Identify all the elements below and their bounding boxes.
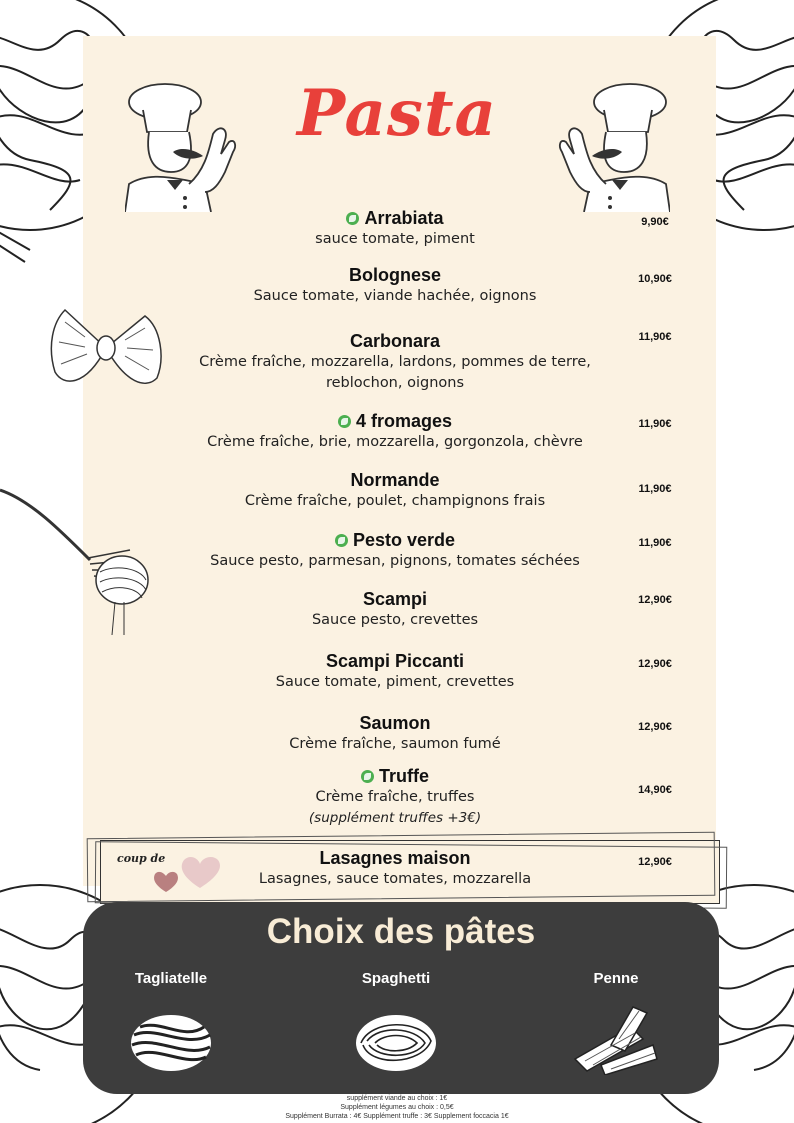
- menu-item-bolognese: [170, 264, 620, 307]
- fork-spaghetti-icon: [0, 480, 162, 640]
- item-price: 11,90€: [638, 418, 672, 430]
- item-name: Lasagnes maison: [319, 848, 471, 868]
- penne-icon: [571, 1005, 661, 1075]
- item-name: 4 fromages: [170, 410, 620, 432]
- item-price: 12,90€: [638, 721, 672, 733]
- item-price: 11,90€: [638, 483, 672, 495]
- menu-item-truffe: [170, 765, 620, 829]
- spaghetti-icon: [351, 1005, 441, 1075]
- item-price: 14,90€: [638, 784, 672, 796]
- footnote-line: supplément viande au choix : 1€: [346, 1095, 448, 1102]
- item-price: 10,90€: [638, 273, 672, 285]
- chef-illustration-right: [545, 80, 670, 216]
- item-description: Sauce tomate, piment, crevettes: [275, 674, 515, 690]
- pasta-type-spaghetti: [316, 970, 476, 1075]
- menu-item-arrabiata: [170, 207, 620, 250]
- pasta-type-penne: [536, 970, 696, 1075]
- coup-de-coeur-label: coup de: [117, 852, 166, 865]
- item-description: Sauce pesto, parmesan, pignons, tomates séchées: [210, 553, 580, 569]
- item-description: Crème fraîche, truffes: [315, 789, 475, 805]
- item-description: Lasagnes, sauce tomates, mozzarella: [258, 871, 532, 887]
- item-name: Pesto verde: [170, 529, 620, 551]
- chef-illustration-left: [125, 80, 250, 216]
- footnote-line: Supplément Burrata : 4€ Supplément truffe : 3€ Supplement foccacia 1€: [285, 1113, 509, 1120]
- item-price: 12,90€: [638, 594, 672, 606]
- item-description: sauce tomate, piment: [315, 231, 475, 247]
- menu-item-scampi: [170, 588, 620, 631]
- pasta-type-tagliatelle: [91, 970, 251, 1075]
- tagliatelle-icon: [126, 1005, 216, 1075]
- menu-item-pesto-verde: [170, 529, 620, 572]
- item-name: Saumon: [359, 713, 431, 733]
- item-description: Sauce tomate, viande hachée, oignons: [253, 288, 537, 304]
- item-name: Carbonara: [349, 331, 441, 351]
- item-name: Truffe: [170, 765, 620, 787]
- item-description: Crème fraîche, brie, mozzarella, gorgonzola, chèvre: [207, 434, 583, 450]
- item-name: Scampi Piccanti: [325, 651, 465, 671]
- item-price: 12,90€: [638, 658, 672, 670]
- pasta-choice-section: [83, 902, 719, 1094]
- menu-item-4-fromages: [170, 410, 620, 453]
- vegetarian-leaf-icon: [338, 415, 351, 428]
- item-name: Bolognese: [348, 265, 441, 285]
- pasta-type-label: Tagliatelle: [134, 970, 208, 987]
- item-name: Scampi: [362, 589, 428, 609]
- pasta-type-label: Spaghetti: [361, 970, 431, 987]
- item-price: 11,90€: [638, 331, 672, 343]
- item-description: Crème fraîche, saumon fumé: [289, 736, 501, 752]
- item-supplement-note: (supplément truffes +3€): [308, 810, 482, 826]
- pasta-choice-title: Choix des pâtes: [266, 912, 536, 951]
- vegetarian-leaf-icon: [346, 212, 359, 225]
- item-description: Sauce pesto, crevettes: [311, 612, 479, 628]
- vegetarian-leaf-icon: [335, 534, 348, 547]
- item-price: 11,90€: [638, 537, 672, 549]
- item-description-line2: reblochon, oignons: [325, 375, 465, 391]
- pasta-type-label: Penne: [593, 970, 639, 987]
- menu-item-saumon: [170, 712, 620, 755]
- menu-title: Pasta: [297, 76, 497, 151]
- item-name: Normande: [350, 470, 440, 490]
- menu-item-carbonara: [170, 330, 620, 394]
- menu-item-scampi-piccanti: [170, 650, 620, 693]
- item-name: Arrabiata: [170, 207, 620, 229]
- farfalle-icon: [45, 302, 167, 394]
- supplements-footnote: [0, 1094, 794, 1121]
- vegetarian-leaf-icon: [361, 770, 374, 783]
- footnote-line: Supplément légumes au choix : 0,5€: [340, 1104, 454, 1111]
- item-price: 12,90€: [638, 856, 672, 868]
- item-price: 9,90€: [641, 216, 669, 228]
- menu-item-normande: [170, 469, 620, 512]
- item-description: Crème fraîche, poulet, champignons frais: [244, 493, 546, 509]
- item-description: Crème fraîche, mozzarella, lardons, pommes de terre,: [199, 354, 591, 370]
- menu-item-lasagnes-maison: [170, 847, 620, 890]
